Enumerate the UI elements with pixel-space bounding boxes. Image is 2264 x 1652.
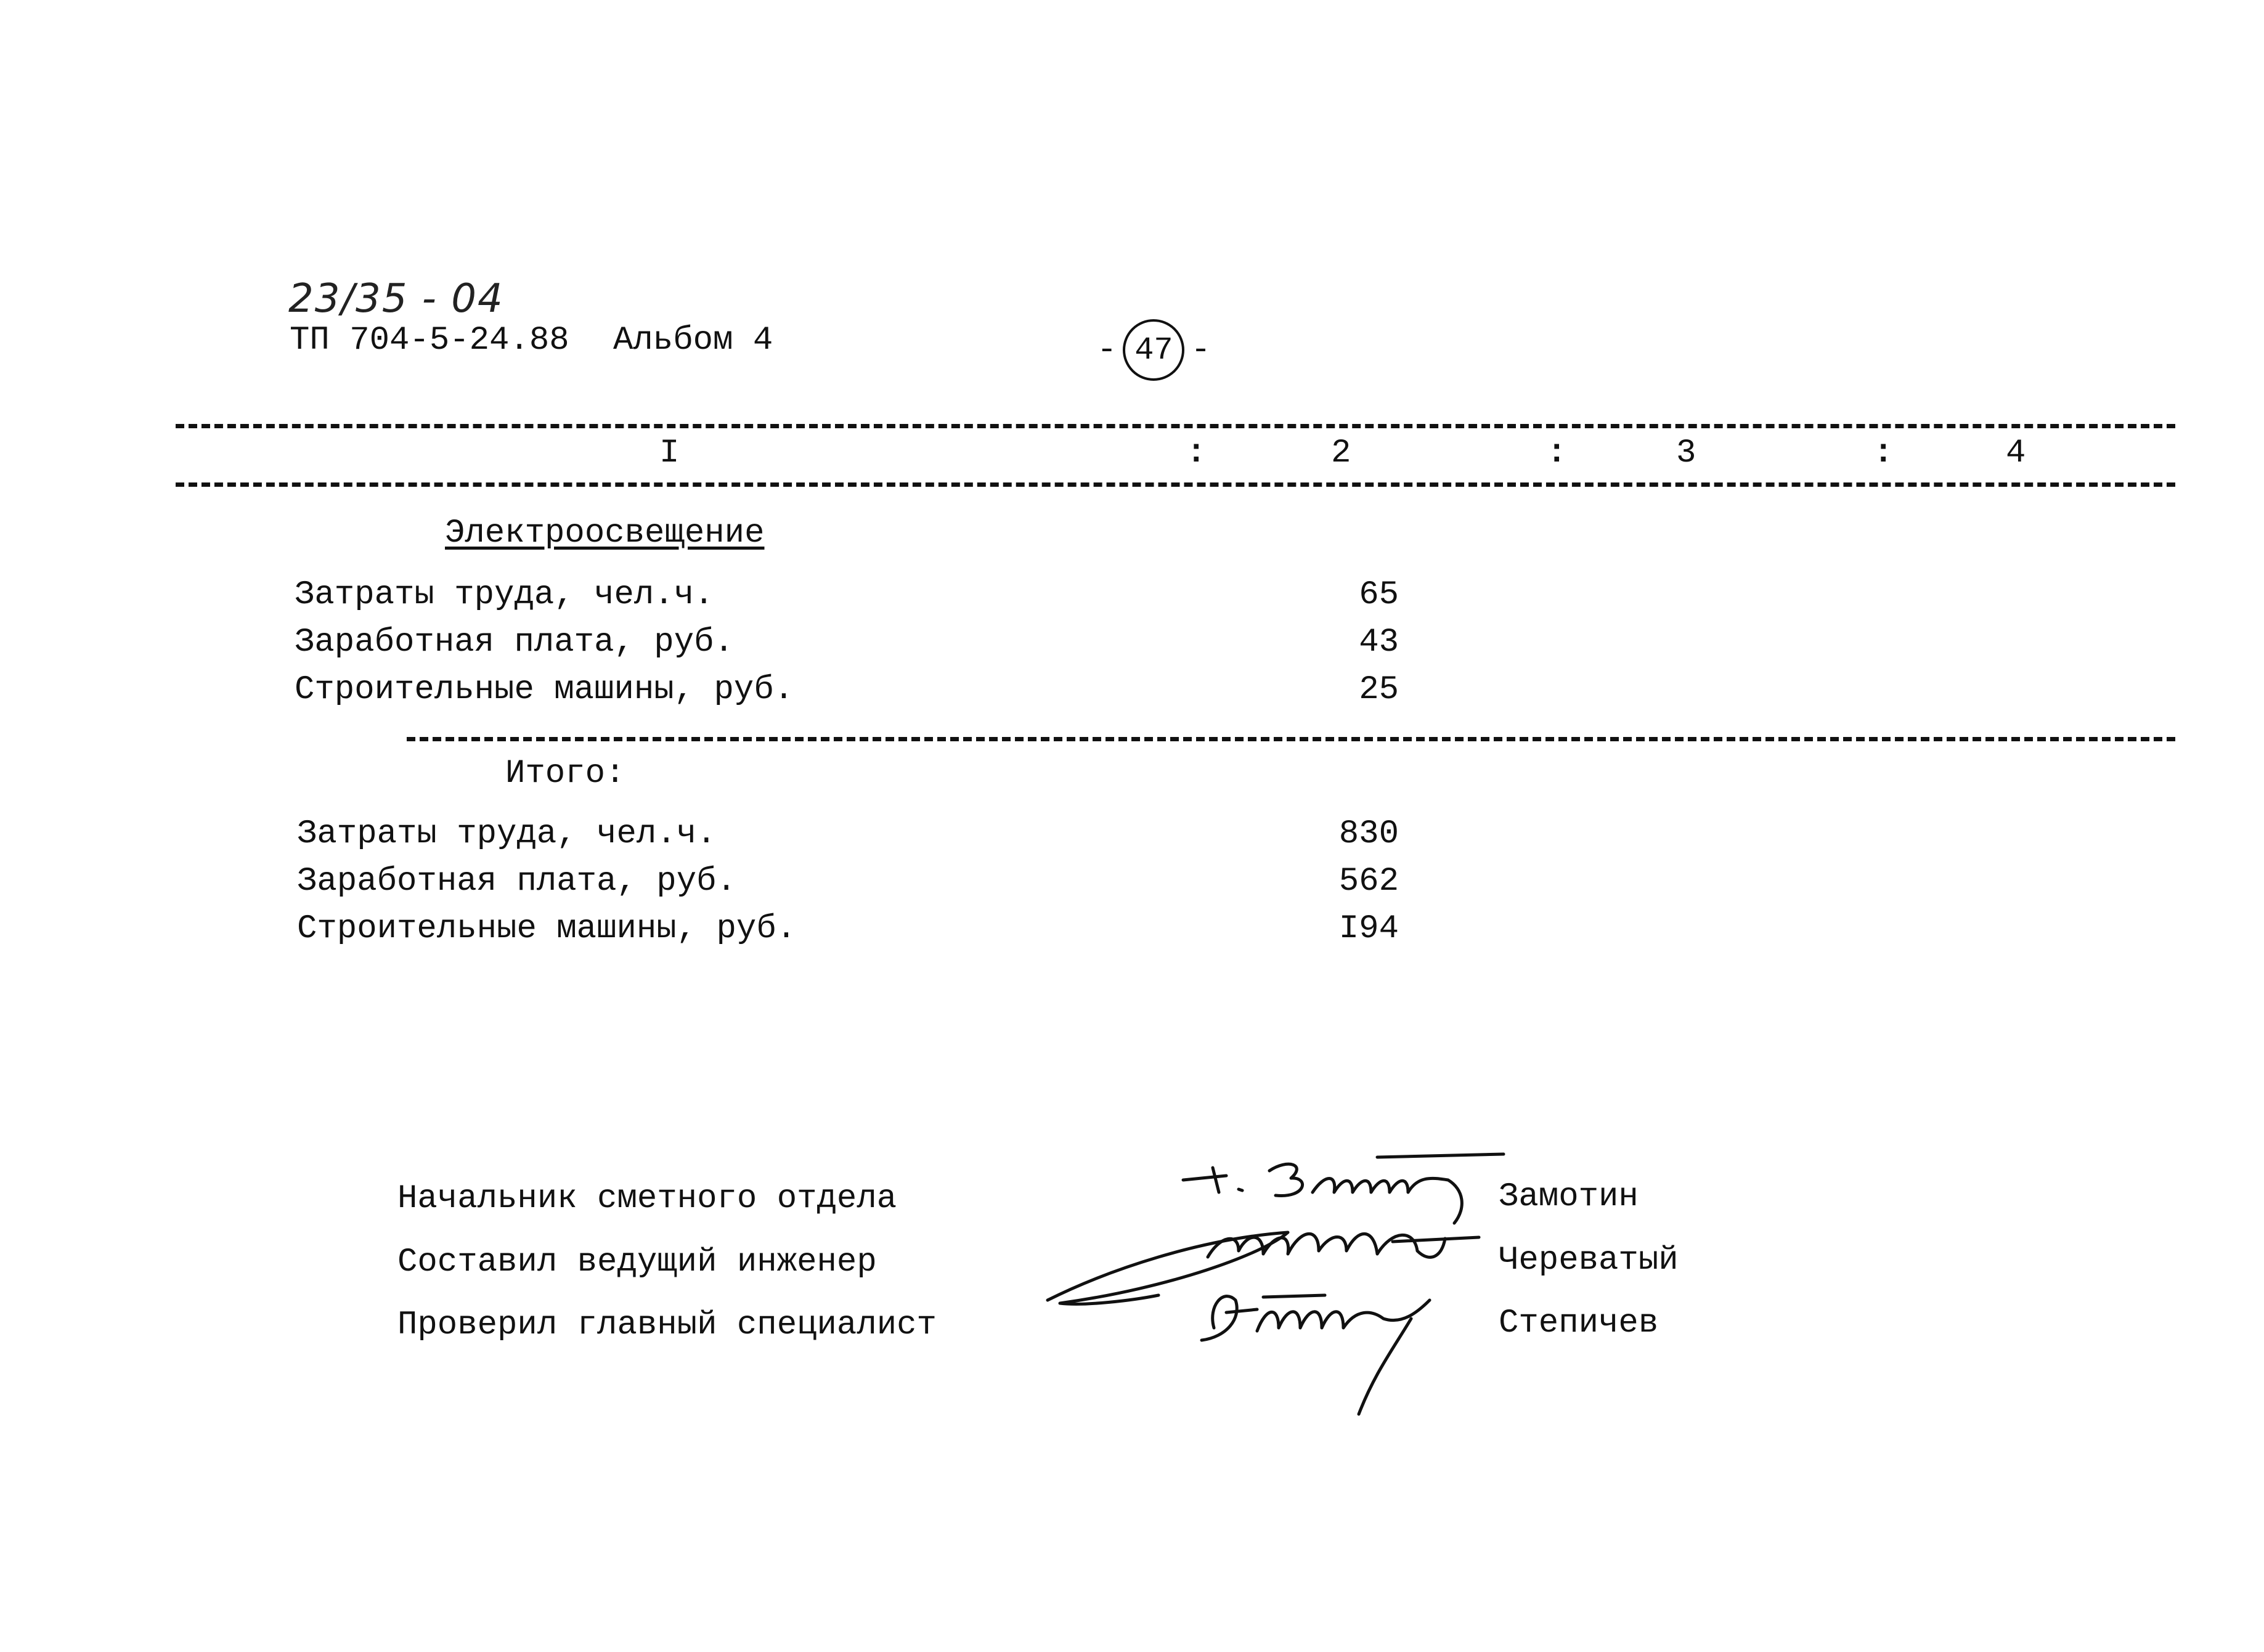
album-label: Альбом 4: [613, 322, 773, 359]
row-label: Строительные машины, руб.: [295, 671, 794, 709]
page-number: 47: [1123, 319, 1184, 381]
page-number-dash-left: -: [1097, 331, 1117, 369]
column-header-4: 4: [2006, 434, 2026, 472]
signature-stroke-1: [1183, 1168, 1242, 1192]
signature-stroke-3: [1257, 1300, 1430, 1331]
signature-role: Составил ведущий инженер: [397, 1243, 877, 1281]
column-separator: :: [1186, 434, 1207, 472]
handwritten-code: 23/35 - 04: [288, 276, 504, 322]
totals-title: Итого:: [505, 755, 625, 792]
row-value: 25: [1359, 671, 1399, 709]
signature-stroke-1: [1269, 1164, 1303, 1195]
signature-role: Проверил главный специалист: [397, 1306, 937, 1344]
doc-code: ТП 704-5-24.88: [290, 322, 569, 359]
signature-stroke-2: [1393, 1237, 1479, 1242]
signature-stroke-3: [1359, 1319, 1411, 1414]
signature-stroke-1: [1377, 1154, 1504, 1157]
signature-role: Начальник сметного отдела: [397, 1180, 897, 1218]
signature-stroke-2: [1048, 1232, 1288, 1304]
total-row-value: 562: [1338, 863, 1399, 900]
total-row-label: Затраты труда, чел.ч.: [297, 815, 717, 853]
row-value: 43: [1359, 624, 1399, 661]
signature-name: Череватый: [1499, 1242, 1679, 1279]
signature-stroke-3: [1263, 1295, 1325, 1297]
page-number-dash-right: -: [1191, 331, 1211, 369]
column-header-1: I: [659, 434, 680, 472]
column-separator: :: [1873, 434, 1894, 472]
section-title: Электроосвещение: [445, 515, 765, 552]
total-row-label: Заработная плата, руб.: [297, 863, 736, 900]
signature-stroke-1: [1313, 1178, 1462, 1223]
column-separator: :: [1547, 434, 1567, 472]
row-label: Затраты труда, чел.ч.: [295, 576, 714, 614]
column-header-2: 2: [1331, 434, 1351, 472]
column-header-3: 3: [1676, 434, 1696, 472]
signature-stroke-3: [1202, 1296, 1257, 1340]
total-row-value: 830: [1338, 815, 1399, 853]
signature-name: Степичев: [1499, 1304, 1659, 1342]
row-label: Заработная плата, руб.: [295, 624, 734, 661]
signature-name: Замотин: [1499, 1178, 1639, 1216]
total-row-value: I94: [1338, 910, 1399, 948]
total-row-label: Строительные машины, руб.: [297, 910, 797, 948]
row-value: 65: [1359, 576, 1399, 614]
